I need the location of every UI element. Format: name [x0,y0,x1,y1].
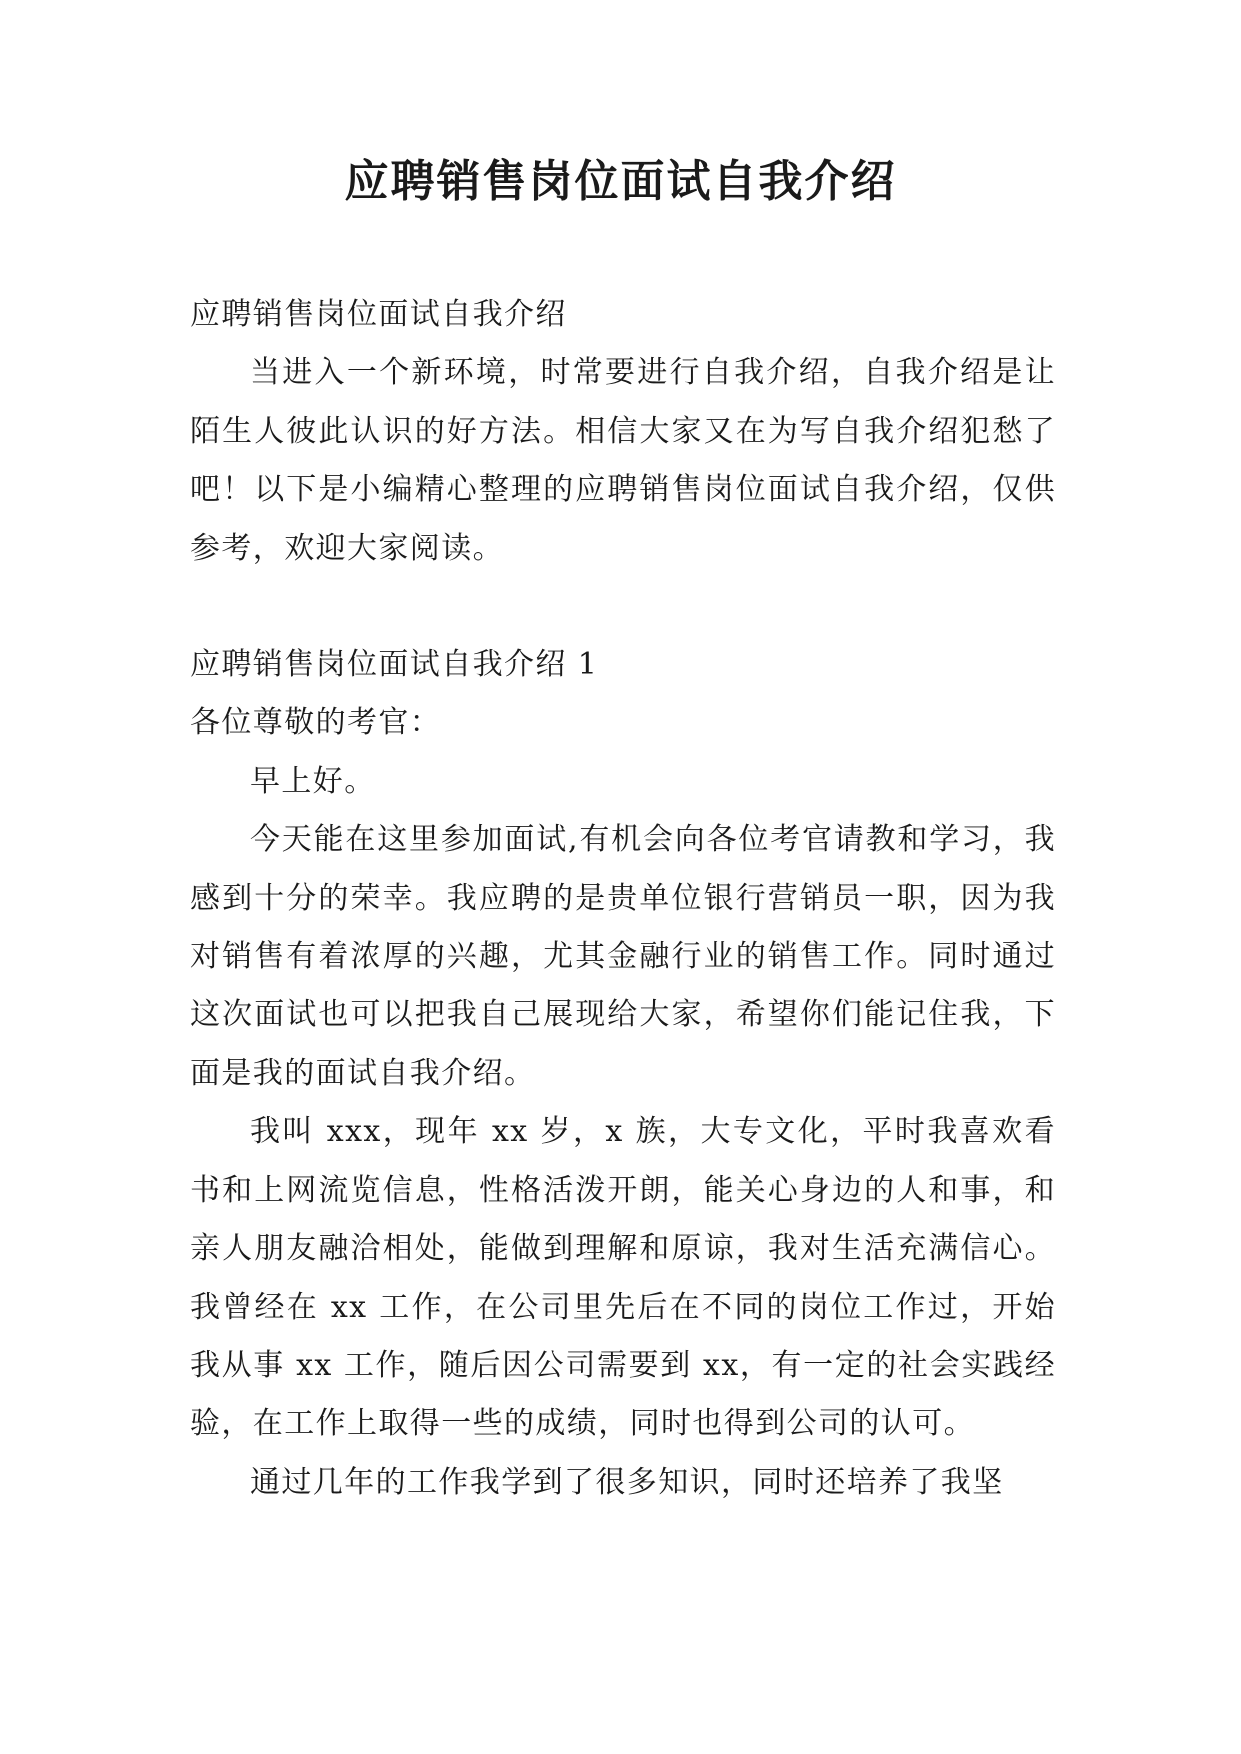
section-heading-1: 应聘销售岗位面试自我介绍 1 [190,647,599,683]
salutation: 各位尊敬的考官： [190,705,442,741]
body-paragraph-background: 我叫 xxx，现年 xx 岁，x 族，大专文化，平时我喜欢看书和上网流览信息，性格活泼开朗，能关心身边的人和事，和亲人朋友融洽相处，能做到理解和原谅，我对生活充满信心。我曾经在 xx 工作，在公司里先后在不同的岗位工作过，开始我从事 xx 工作，随后因公司需要到 xx，有一定的社会实践经验，在工作上取得一些的成绩，同时也得到公司的认可。 [190,1114,1056,1442]
intro-paragraph: 当进入一个新环境，时常要进行自我介绍，自我介绍是让陌生人彼此认识的好方法。相信大家又在为写自我介绍犯愁了吧！以下是小编精心整理的应聘销售岗位面试自我介绍，仅供参考，欢迎大家阅读。 [190,355,1056,566]
section-heading-intro: 应聘销售岗位面试自我介绍 [190,297,567,332]
body-paragraph-experience: 通过几年的工作我学到了很多知识，同时还培养了我坚 [250,1464,1004,1500]
body-paragraph-opening: 今天能在这里参加面试,有机会向各位考官请教和学习，我感到十分的荣幸。我应聘的是贵单位银行营销员一职，因为我对销售有着浓厚的兴趣，尤其金融行业的销售工作。同时通过这次面试也可以把我自己展现给大家，希望你们能记住我，下面是我的面试自我介绍。 [190,822,1056,1091]
document-title: 应聘销售岗位面试自我介绍 [344,156,897,207]
document-body [190,286,1056,1512]
greeting: 早上好。 [250,763,376,799]
